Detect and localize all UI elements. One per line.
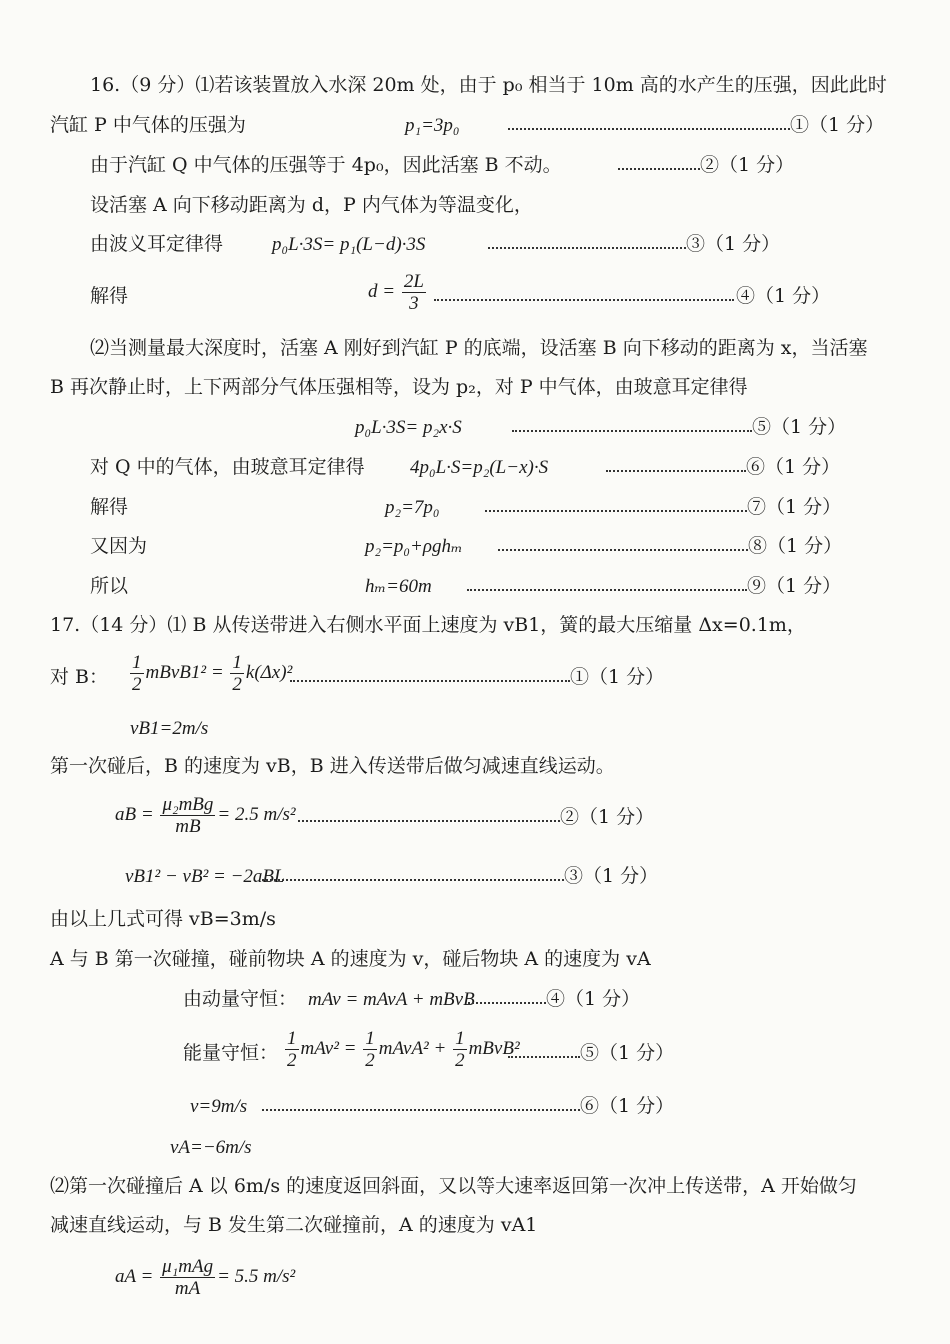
score-mark-4: ④（1 分） [736,285,831,307]
q17-eq-5 [283,1029,520,1070]
fraction-denominator: mB [175,816,201,837]
leader-dots [485,510,747,512]
fraction-denominator: 2 [132,674,142,695]
q16-line-10-text: 对 Q 中的气体，由玻意耳定律得 [90,456,365,478]
q16-eq-5: p₀L·3S= p₂x·S [355,417,462,438]
q16-eq-7: p₂=7p₀ [385,497,440,518]
leader-dots [468,1002,546,1004]
score-mark-q17-5: ⑤（1 分） [580,1042,675,1064]
q16-line-2-text: 汽缸 P 中气体的压强为 [50,114,246,136]
q17-line-14: 减速直线运动，与 B 发生第二次碰撞前，A 的速度为 vA1 [50,1214,538,1236]
leader-dots [262,1109,580,1111]
score-mark-1: ①（1 分） [790,114,885,136]
score-mark-q17-2: ②（1 分） [560,806,655,828]
q17-eq-6: v=9m/s [190,1096,248,1117]
eq-lhs: aA = [115,1265,154,1287]
eq-term: mAvA² + [378,1037,447,1059]
q17-line-8: A 与 B 第一次碰撞，碰前物块 A 的速度为 v，碰后物块 A 的速度为 vA [50,948,651,970]
q16-line-5-text: 由波义耳定律得 [90,233,224,255]
q17-eq-aa [115,1257,295,1298]
q17-line-1: 17.（14 分）⑴ B 从传送带进入右侧水平面上速度为 vB1，簧的最大压缩量 Δx=0.1m， [50,614,806,636]
q17-line-4: 第一次碰后，B 的速度为 vB，B 进入传送带后做匀减速直线运动。 [50,755,615,777]
q17-eq-va: vA=−6m/s [170,1137,252,1158]
fraction [453,1029,467,1070]
score-mark-q17-6: ⑥（1 分） [580,1095,675,1117]
q16-eq-4 [368,272,428,313]
q16-line-4: 设活塞 A 向下移动距离为 d，P 内气体为等温变化， [90,194,533,216]
q16-line-13-text: 所以 [90,575,129,597]
q16-eq-6: 4p₀L·S=p₂(L−x)·S [410,457,549,478]
leader-dots [606,470,746,472]
fraction [363,1029,377,1070]
eq-term: mAv² = [300,1037,357,1059]
leader-dots [434,299,734,301]
score-mark-6: ⑥（1 分） [746,456,841,478]
eq-term: mBvB² [468,1037,520,1059]
eq-rhs: = 2.5 m/s² [217,803,296,825]
q17-eq-2 [115,795,296,836]
fraction [285,1029,299,1070]
score-mark-3: ③（1 分） [686,233,781,255]
q17-line-2-text: 对 B： [50,666,109,688]
leader-dots [512,430,752,432]
leader-dots [262,879,564,881]
fraction-denominator: 2 [287,1050,297,1071]
q16-line-7: ⑵当测量最大深度时，活塞 A 刚好到汽缸 P 的底端，设活塞 B 向下移动的距离为 x，当活塞 [90,337,868,359]
q16-line-12-text: 又因为 [90,535,148,557]
fraction-numerator: 1 [455,1028,465,1049]
leader-dots [618,168,700,170]
fraction-numerator: 1 [132,652,142,673]
fraction-denominator: 2 [455,1050,465,1071]
score-mark-q17-1: ①（1 分） [570,666,665,688]
q17-line-10-text: 能量守恒： [183,1042,279,1064]
q16-eq-3: p₀L·3S= p₁(L−d)·3S [272,234,426,255]
q16-eq-9: hₘ=60m [365,576,432,597]
score-mark-q17-4: ④（1 分） [546,988,641,1010]
fraction-numerator: 1 [365,1028,375,1049]
score-mark-7: ⑦（1 分） [747,496,842,518]
q17-eq-4: mAv = mAvA + mBvB [308,989,475,1010]
eq-rhs: = 5.5 m/s² [217,1265,296,1287]
q17-eq-vb1: vB1=2m/s [130,718,209,739]
leader-dots [298,820,560,822]
eq-lhs: d = [368,280,396,302]
fraction [160,795,215,836]
leader-dots [488,247,686,249]
q17-line-9-text: 由动量守恒： [183,988,298,1010]
score-mark-q17-3: ③（1 分） [564,865,659,887]
leader-dots [508,1056,580,1058]
score-mark-8: ⑧（1 分） [748,535,843,557]
q17-eq-1 [128,653,292,694]
q17-eq-3: vB1² − vB² = −2aBL [125,866,285,887]
fraction-numerator: μ₁mAg [162,1256,214,1277]
fraction-numerator: 2L [403,271,424,292]
leader-dots [498,549,748,551]
fraction-denominator: 3 [409,293,419,314]
score-mark-9: ⑨（1 分） [747,575,842,597]
q16-line-6-text: 解得 [90,285,129,307]
eq-term: mBvB1² = [145,661,224,683]
leader-dots [290,680,570,682]
fraction-denominator: 2 [232,674,242,695]
leader-dots [508,128,790,130]
q17-line-7: 由以上几式可得 vB=3m/s [50,908,276,930]
score-mark-5: ⑤（1 分） [752,416,847,438]
score-mark-2: ②（1 分） [700,154,795,176]
q16-eq-8: p₂=p₀+ρghₘ [365,536,463,557]
q16-line-1: 16.（9 分）⑴若该装置放入水深 20m 处，由于 p₀ 相当于 10m 高的水产生的压强，因此此时 [90,74,887,96]
fraction [230,653,244,694]
fraction-numerator: μ₂mBg [162,794,214,815]
q16-line-11-text: 解得 [90,496,129,518]
fraction [130,653,144,694]
q17-line-13: ⑵第一次碰撞后 A 以 6m/s 的速度返回斜面，又以等大速率返回第一次冲上传送带，A 开始做匀 [50,1175,857,1197]
q16-line-3-text: 由于汽缸 Q 中气体的压强等于 4p₀，因此活塞 B 不动。 [90,154,562,176]
eq-lhs: aB = [115,803,154,825]
q16-line-8: B 再次静止时，上下两部分气体压强相等，设为 p₂，对 P 中气体，由玻意耳定律得 [50,376,748,398]
q16-eq-1: p₁=3p₀ [405,115,460,136]
fraction-denominator: mA [174,1278,201,1299]
fraction [402,272,426,313]
fraction-denominator: 2 [365,1050,375,1071]
leader-dots [467,589,747,591]
fraction-numerator: 1 [232,652,242,673]
fraction-numerator: 1 [287,1028,297,1049]
eq-term: k(Δx)² [245,661,293,683]
fraction [160,1257,215,1298]
